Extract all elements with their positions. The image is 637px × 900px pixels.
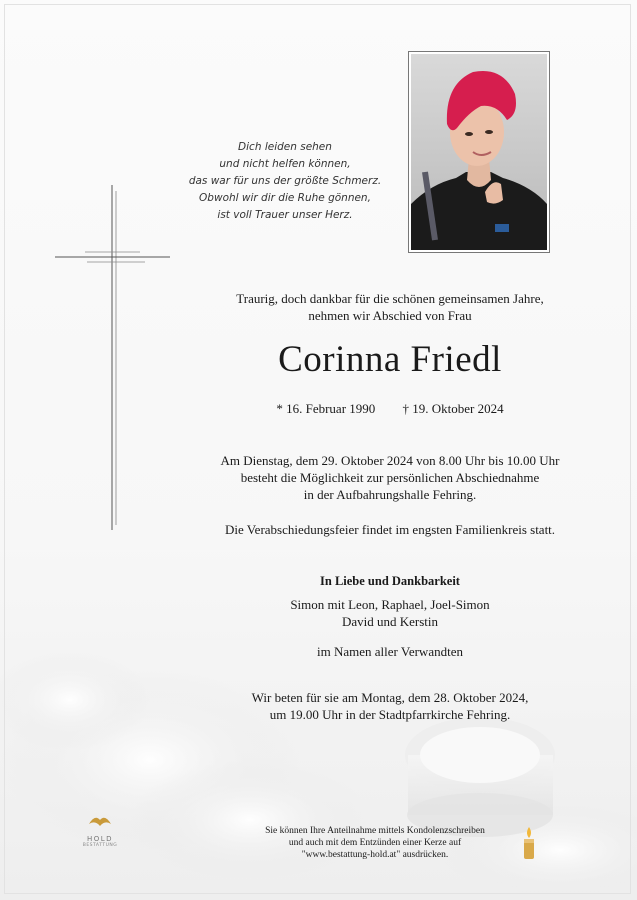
portrait-image xyxy=(411,54,547,250)
funeral-home-logo xyxy=(80,814,120,848)
ceremony-note: Die Verabschiedungsfeier findet im engsten Familienkreis statt. xyxy=(224,522,556,537)
mourners-names xyxy=(175,596,605,630)
life-dates xyxy=(175,400,605,417)
mass-info xyxy=(175,689,605,723)
condolence-line[interactable]: "www.bestattung-hold.at" ausdrücken. xyxy=(301,850,449,860)
mass-line: Wir beten für sie am Montag, dem 28. Oktober 2024, xyxy=(251,690,529,705)
mourners-line: Simon mit Leon, Raphael, Joel-Simon xyxy=(290,597,490,612)
mourners-line: David und Kerstin xyxy=(341,614,439,629)
viewing-line: Am Dienstag, dem 29. Oktober 2024 von 8.00 Uhr bis 10.00 Uhr xyxy=(220,453,560,468)
poem-line: das war für uns der größte Schmerz. xyxy=(188,175,382,187)
condolence-info xyxy=(190,825,560,861)
poem-line: ist voll Trauer unser Herz. xyxy=(217,209,353,221)
birth-date: * 16. Februar 1990 xyxy=(276,401,376,416)
intro-text xyxy=(175,290,605,324)
intro-line: nehmen wir Abschied von Frau xyxy=(308,308,472,323)
viewing-line: besteht die Möglichkeit zur persönlichen Abschiednahme xyxy=(240,470,540,485)
mourners-heading: In Liebe und Dankbarkeit xyxy=(320,574,460,588)
intro-line: Traurig, doch dankbar für die schönen gemeinsamen Jahre, xyxy=(236,291,544,306)
poem-line: Dich leiden sehen xyxy=(238,141,332,153)
death-date: † 19. Oktober 2024 xyxy=(402,401,504,416)
relatives-note: im Namen aller Verwandten xyxy=(317,644,463,659)
condolence-line: und auch mit dem Entzünden einer Kerze auf xyxy=(288,838,462,848)
logo-name: HOLD xyxy=(86,835,114,843)
mass-line: um 19.00 Uhr in der Stadtpfarrkirche Fehring. xyxy=(269,707,511,722)
viewing-info xyxy=(175,452,605,503)
viewing-line: in der Aufbahrungshalle Fehring. xyxy=(303,487,477,502)
logo-subtitle: BESTATTUNG xyxy=(82,843,118,848)
poem-line: und nicht helfen können, xyxy=(219,158,351,170)
poem-line: Obwohl wir dir die Ruhe gönnen, xyxy=(199,192,371,204)
poem xyxy=(180,139,390,224)
portrait-photo xyxy=(408,51,550,253)
deceased-name: Corinna Friedl xyxy=(278,339,502,380)
leaf-logo-icon xyxy=(87,814,113,828)
condolence-line: Sie können Ihre Anteilnahme mittels Kondolenzschreiben xyxy=(265,826,485,836)
cross-icon xyxy=(55,185,170,530)
candle-icon[interactable] xyxy=(521,826,537,860)
